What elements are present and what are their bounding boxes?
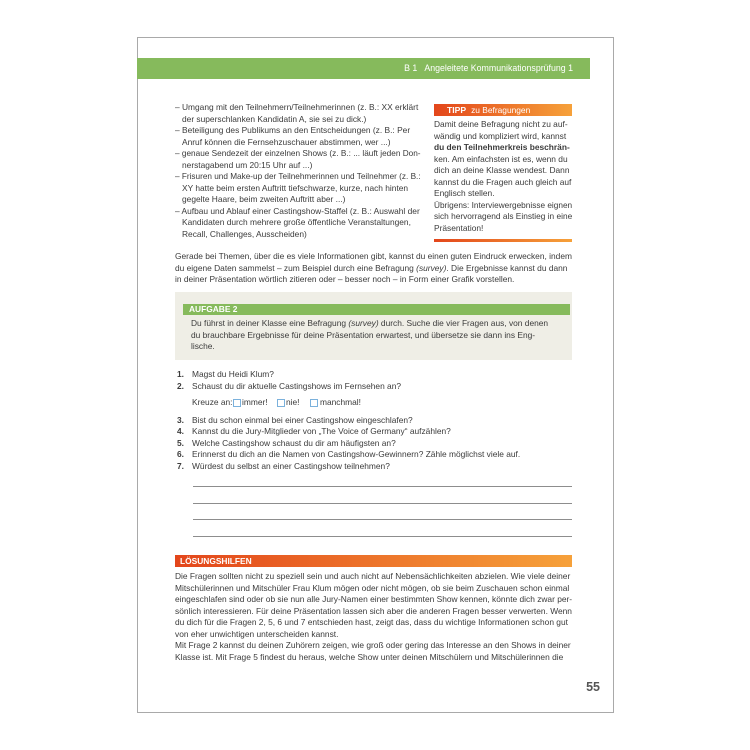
tip-body — [434, 119, 572, 234]
answer-lines — [193, 486, 572, 538]
chapter-title: Angeleitete Kommunikationsprüfung 1 — [424, 63, 573, 73]
chapter-header — [137, 58, 590, 79]
question-number: 7. — [177, 460, 184, 471]
solution-line: Mit Frage 2 kannst du deinen Zuhörern zeigen, wie groß oder gering das Interesse an den Shows in deiner — [175, 640, 571, 650]
question-text: Erinnerst du dich an die Namen von Castingshow-Gewinnern? Zähle möglichst viele auf. — [192, 449, 521, 459]
question-number: 3. — [177, 414, 184, 425]
question-item — [175, 461, 572, 473]
question-item — [175, 415, 572, 427]
task-italic-term: (survey) — [348, 318, 379, 328]
intro-line: Gerade bei Themen, über die es viele Informationen gibt, kannst du einen guten Eindruck erwecken, indem — [175, 251, 572, 261]
list-item — [175, 171, 421, 206]
solution-line: du dich für die Fragen 2, 5, 6 und 7 entschieden hast, zeigt das, dass du wichtige Informationen schon gut — [175, 617, 568, 627]
list-item-line: – Beteiligung des Publikums an den Entscheidungen (z. B.: Per — [175, 125, 411, 135]
tip-tag: TIPP — [447, 105, 467, 115]
task-instructions — [191, 318, 566, 353]
question-text: Welche Castingshow schaust du dir am häufigsten an? — [192, 437, 396, 448]
task-line: du brauchbare Ergebnisse für deine Präsentation erwartest, und übersetze sie dann ins Eng- — [191, 329, 536, 340]
tip-line: Damit deine Befragung nicht zu auf- — [434, 119, 568, 129]
tip-line: Präsentation! — [434, 222, 484, 233]
question-item — [175, 426, 572, 438]
tip-line: sich hervorragend als Einstieg in eine — [434, 211, 573, 221]
intro-text: du eigene Daten sammelst – zum Beispiel durch eine Befragung — [175, 262, 417, 273]
checkbox-label: immer! — [242, 397, 268, 407]
question-list — [175, 369, 572, 473]
list-item-line: Recall, Challenges, Ausscheiden) — [182, 228, 307, 239]
list-item — [175, 125, 421, 148]
task-text: durch. Suche die vier Fragen aus, von denen — [378, 318, 549, 328]
tip-line-emphasis: du den Teilnehmerkreis beschrän- — [434, 142, 570, 152]
question-text: Magst du Heidi Klum? — [192, 369, 274, 379]
solution-line: Klasse ist. Mit Frage 5 findest du heraus, welche Show unter deinen Mitschülern und Mitschülerinnen die — [175, 651, 564, 662]
checkbox-manchmal — [310, 399, 318, 407]
tip-line: ken. Am einfachsten ist es, wenn du — [434, 153, 568, 164]
solution-line: eingeschlafen sind oder ob sie nun alle Jury-Namen einer bestimmten Show kennen, könnte dich zwar per- — [175, 594, 573, 604]
intro-paragraph — [175, 251, 572, 286]
tip-line: dich an deine Klasse wendest. Dann — [434, 165, 570, 175]
list-item — [175, 102, 421, 125]
list-item-line: der superschlanken Kandidatin A, sie sei zu dick.) — [182, 113, 367, 124]
checkbox-immer — [233, 399, 241, 407]
tip-bottom-rule — [434, 239, 572, 242]
intro-italic-term: (survey) — [416, 262, 447, 273]
list-item — [175, 148, 421, 171]
list-item-line: – Frisuren und Make-up der Teilnehmerinnen und Teilnehmer (z. B.: — [175, 171, 421, 181]
intro-line: in deiner Präsentation wörtlich zitieren oder – besser noch – in Form einer Grafik vorstellen. — [175, 274, 515, 284]
question-number: 1. — [177, 369, 184, 379]
checkbox-label: nie! — [286, 397, 300, 407]
list-item-line: – Umgang mit den Teilnehmern/Teilnehmerinnen (z. B.: XX erklärt — [175, 102, 419, 112]
page-number: 55 — [586, 680, 600, 694]
question-number: 4. — [177, 426, 184, 436]
question-number: 2. — [177, 380, 184, 391]
task-label: AUFGABE 2 — [183, 304, 570, 315]
tip-title: zu Befragungen — [471, 105, 531, 115]
list-item-line: Kandidaten durch mehrere große öffentliche Veranstaltungen, — [182, 217, 411, 227]
answer-line — [193, 486, 572, 487]
question-item — [175, 381, 572, 393]
task-line — [191, 318, 548, 330]
list-item-line: XY hatte beim ersten Auftritt tiefschwarze, kurze, nach hinten — [182, 182, 409, 193]
question-text: Schaust du dir aktuelle Castingshows im Fernsehen an? — [192, 380, 402, 391]
list-item-line: – genaue Sendezeit der einzelnen Shows (z. B.: ... läuft jeden Don- — [175, 148, 421, 158]
solution-text — [175, 571, 572, 663]
chapter-number: B 1 — [404, 63, 418, 73]
intro-text: . Die Ergebnisse kannst du dann — [446, 262, 568, 273]
answer-line — [193, 503, 572, 504]
question-number: 6. — [177, 449, 184, 459]
solution-line: Mitschülerinnen und Mitschüler Frau Klum mögen oder nicht mögen, ob sie beim Zuschauen schon einmal — [175, 582, 570, 593]
question-number: 5. — [177, 437, 184, 448]
solution-line: Die Fragen sollten nicht zu speziell sein und auch nicht auf Nebensächlichkeiten abzielen. Wie viele deiner — [175, 571, 571, 581]
question-item — [175, 449, 572, 461]
intro-line — [175, 263, 567, 275]
tip-line: Übrigens: Interviewergebnisse eignen — [434, 199, 573, 210]
solution-line: sönlich interessieren. Für deine Präsentation lassen sich aber die anderen Fragen besser verwerten. Wenn — [175, 605, 572, 616]
list-item-line: gegelte Haare, beim zweiten Auftritt aber ...) — [182, 194, 346, 204]
list-item-line: – Aufbau und Ablauf einer Castingshow-Staffel (z. B.: Auswahl der — [175, 205, 420, 216]
tick-label: Kreuze an: — [192, 397, 233, 407]
task-text: Du führst in deiner Klasse eine Befragung — [191, 318, 349, 328]
intro-list — [175, 102, 421, 240]
solution-line: von eher unwichtigen unterscheiden kannst. — [175, 628, 339, 639]
tick-row — [175, 397, 572, 409]
task-line: lische. — [191, 341, 215, 351]
question-item — [175, 369, 572, 381]
checkbox-nie — [277, 399, 285, 407]
tip-line: kannst du die Fragen auch gleich auf — [434, 176, 572, 187]
tip-line: Englisch stellen. — [434, 188, 495, 198]
list-item-line: Anruf können die Fernsehzuschauer abstimmen, wer ...) — [182, 136, 391, 147]
question-text: Bist du schon einmal bei einer Castingshow eingeschlafen? — [192, 414, 413, 425]
answer-line — [193, 536, 572, 537]
task-box — [175, 292, 572, 360]
tip-line: wändig und kompliziert wird, kannst — [434, 130, 567, 141]
checkbox-label: manchmal! — [320, 397, 361, 407]
list-item — [175, 206, 421, 241]
tip-header — [434, 104, 572, 116]
solution-header: LÖSUNGSHILFEN — [175, 555, 572, 567]
answer-line — [193, 519, 572, 520]
list-item-line: nerstagabend um 20:15 Uhr auf ...) — [182, 159, 313, 170]
question-text: Würdest du selbst an einer Castingshow teilnehmen? — [192, 460, 390, 471]
question-item — [175, 438, 572, 450]
question-text: Kannst du die Jury-Mitglieder von „The Voice of Germany“ aufzählen? — [192, 426, 451, 436]
